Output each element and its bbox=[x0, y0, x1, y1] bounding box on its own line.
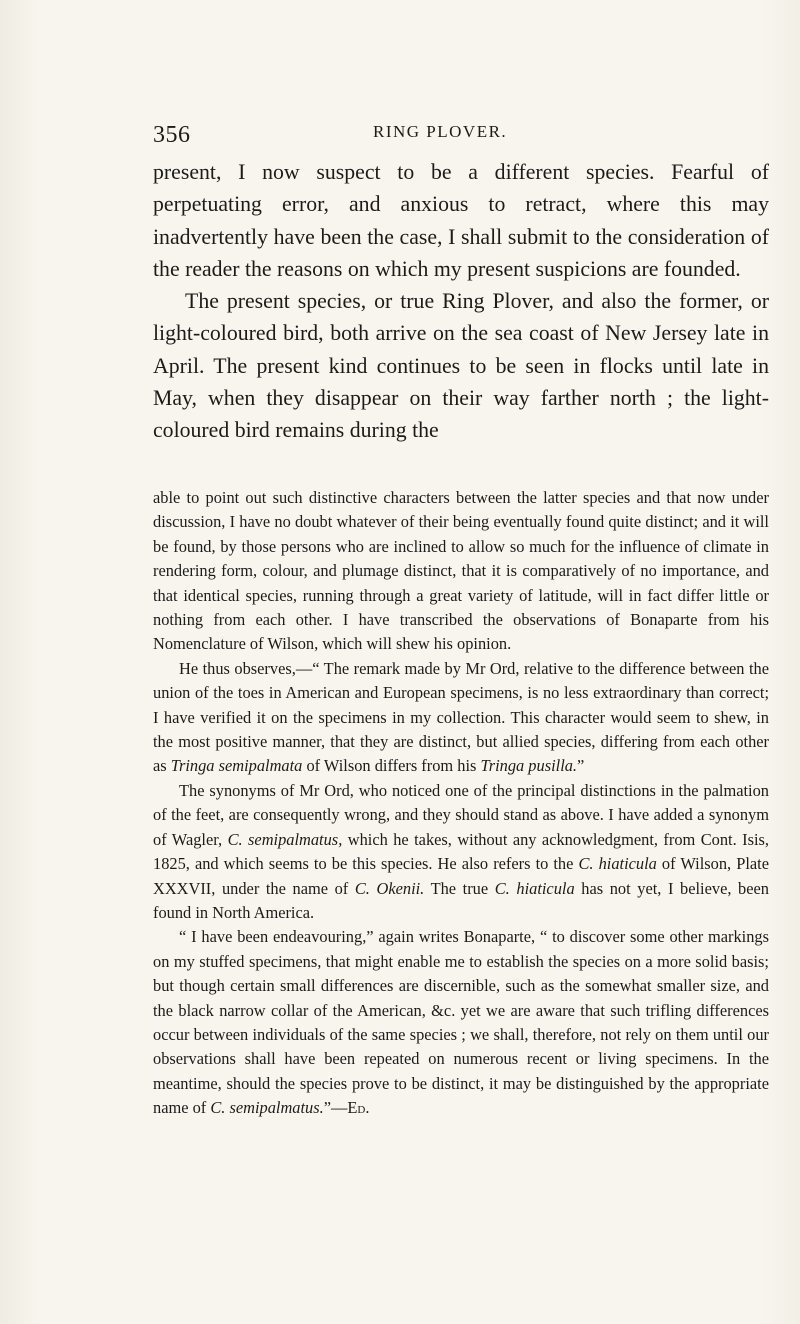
note-text: “ I have been endeavouring,” again writes Bonaparte, “ to discover some other markings on my stuffed specimens, that might enable me to establish the species on a more solid basis; but though certain small differences are discernible, such as the somewhat smaller size, and the black narrow collar of the American, &c. yet we are aware that such trifling differences occur between individuals of the same species ; we shall, therefore, not rely on them until our observations shall have been repeated on numerous recent or living specimens. In the meantime, should the species prove to be distinct, it may be distinguished by the appropriate name of bbox=[153, 927, 769, 1118]
note-text: which he takes, without any acknowledgment, from Cont. Isis, 1825, and which seems to be this species. He also refers to the bbox=[153, 829, 769, 874]
note-text: The true bbox=[424, 878, 495, 898]
note-text: ”— bbox=[323, 1098, 348, 1118]
page-number: 356 bbox=[153, 122, 191, 148]
note-paragraph bbox=[153, 779, 769, 925]
main-paragraph: present, I now suspect to be a different species. Fearful of perpetuating error, and anxious to retract, where this may inadvertently have been the case, I shall submit to the consideration of the reader the reasons on which my present suspicions are founded. bbox=[153, 160, 769, 281]
page-header bbox=[153, 118, 769, 150]
note-text: has not yet, I believe, been found in North America. bbox=[153, 878, 769, 922]
editor-note bbox=[153, 486, 769, 1121]
editor-signature: Ed. bbox=[347, 1098, 370, 1118]
note-text: He thus observes,—“ The remark made by Mr Ord, relative to the difference between the union of the toes in American and European specimens, is no less extraordinary than correct; I have verified it on the specimens in my collection. This character would seem to shew, in the most positive manner, that they are distinct, but allied species, differing from each other as bbox=[153, 658, 769, 776]
species-name: Tringa semipalmata bbox=[170, 756, 303, 776]
note-text: The synonyms of Mr Ord, who noticed one of the principal distinctions in the palmation of the feet, are consequently wrong, and they should stand as above. I have added a synonym of Wagler, bbox=[153, 780, 769, 849]
note-text: of Wilson, Plate XXXVII, under the name of bbox=[153, 854, 769, 898]
species-name: C. hiaticula bbox=[578, 854, 657, 874]
species-name: C. semipalmatus. bbox=[210, 1098, 324, 1118]
note-paragraph bbox=[153, 925, 769, 1120]
note-text: of Wilson differs from his bbox=[302, 756, 481, 776]
species-name: C. hiaticula bbox=[494, 878, 575, 898]
note-text: ” bbox=[577, 756, 585, 776]
species-name: C. Okenii. bbox=[354, 878, 425, 898]
species-name: Tringa pusilla. bbox=[480, 756, 578, 776]
main-text bbox=[153, 156, 769, 447]
species-name: C. semipalmatus, bbox=[227, 829, 343, 849]
note-paragraph bbox=[153, 657, 769, 779]
running-head: RING PLOVER. bbox=[373, 122, 508, 141]
note-paragraph: able to point out such distinctive characters between the latter species and that now under discussion, I have no doubt whatever of their being eventually found quite distinct; and it will be found, by those persons who are inclined to allow so much for the influence of climate in rendering form, colour, and plumage distinct, that it is comparatively of no importance, and that identical species, running through a great variety of latitude, will in fact differ little or nothing from each other. I have transcribed the observations of Bonaparte from his Nomenclature of Wilson, which will shew his opinion. bbox=[153, 488, 769, 654]
main-paragraph: The present species, or true Ring Plover, and also the former, or light-coloured bird, both arrive on the sea coast of New Jersey late in April. The present kind continues to be seen in flocks until late in May, when they disappear on their way farther north ; the light-coloured bird remains during the bbox=[153, 289, 769, 443]
